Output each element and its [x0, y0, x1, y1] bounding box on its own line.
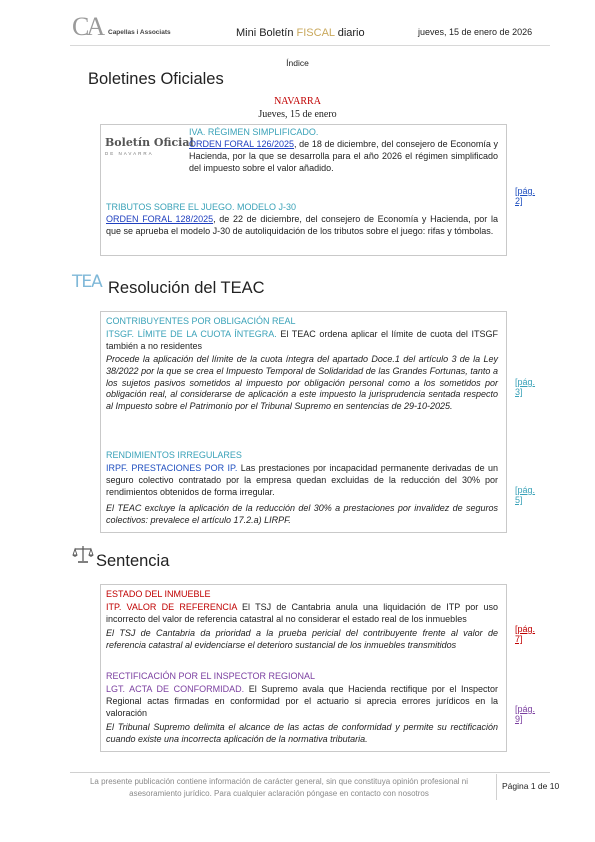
- list-item: ITP. VALOR DE REFERENCIA El TSJ de Cantabria anula una liquidación de ITP por uso incorrecto del valor de referencia catastral al no considerar el estado real de los inmuebles: [106, 602, 498, 624]
- item-summary: El Tribunal Supremo delimita el alcance de las actas de conformidad y permite su rectificación cuando existe una incorrecta aplicación de la normativa tributaria.: [106, 722, 498, 744]
- boletin-oficial-navarra-logo: Boletín Oficial DE NAVARRA: [105, 136, 194, 156]
- item-summary: El TSJ de Cantabria da prioridad a la prueba pericial del contribuyente frente al valor de referencia catastral al evidenciarse el deterioro sustancial de los inmuebles transmitidos: [106, 628, 498, 650]
- item-summary: El TEAC excluye la aplicación de la reducción del 30% a prestaciones por invalidez de seguros colectivos: prevalece el artículo 17.2.a) LIRPF.: [106, 503, 498, 525]
- bulletin-title: Mini Boletín FISCAL diario: [236, 27, 365, 39]
- footer-divider: [496, 774, 497, 800]
- logo-company-name: Capellas i Associats: [108, 29, 171, 36]
- sentencia-box: [100, 584, 536, 752]
- category-label: RENDIMIENTOS IRREGULARES: [106, 450, 242, 460]
- item-summary: Procede la aplicación del límite de la cuota íntegra del apartado Doce.1 del artículo 3 de la Ley 38/2022 por la que se crea el Impuesto Temporal de Solidaridad de las Grandes Fortunas, tanto a los sujetos pasivos sometidos al impuesto por obligación personal como a los sometidos por obligación real, al considerarse de aplicación a este impuesto la jurisprudencia sentada respecto al Impuesto sobre el Patrimonio por el Tribunal Supremo en sentencias de 29-10-2025.: [106, 354, 498, 412]
- category-label: TRIBUTOS SOBRE EL JUEGO. MODELO J-30: [106, 202, 297, 212]
- scales-of-justice-icon: [72, 544, 94, 564]
- teac-box: [100, 311, 536, 533]
- page-link[interactable]: [pág. 7]: [515, 624, 536, 644]
- category-label: IVA. RÉGIMEN SIMPLIFICADO.: [189, 127, 319, 137]
- footer-disclaimer: La presente publicación contiene información de carácter general, sin que constituya opinión profesional ni asesoramiento jurídico. Para cualquier aclaración póngase en contacto con nosotros: [89, 777, 468, 798]
- page-link[interactable]: [pág. 2]: [515, 186, 536, 206]
- section-title-sentencia: Sentencia: [96, 552, 170, 570]
- section-title-teac: Resolución del TEAC: [108, 279, 265, 297]
- company-logo: [72, 14, 182, 42]
- boletines-box: [100, 124, 536, 256]
- category-label: ESTADO DEL INMUEBLE: [106, 589, 211, 599]
- category-label: RECTIFICACIÓN POR EL INSPECTOR REGIONAL: [106, 671, 316, 681]
- list-item: IRPF. PRESTACIONES POR IP. Las prestaciones por incapacidad permanente derivadas de un seguro colectivo contratado por la empresa quedan excluidas de la reducción del 30% por rendimientos obtenidos de forma irregular.: [106, 463, 498, 497]
- teac-logo-icon: TEA: [72, 272, 102, 292]
- page-link[interactable]: [pág. 5]: [515, 485, 536, 505]
- page-link[interactable]: [pág. 9]: [515, 704, 536, 724]
- page-link[interactable]: [pág. 3]: [515, 377, 536, 397]
- orden-foral-128-link[interactable]: ORDEN FORAL 128/2025: [106, 214, 214, 224]
- header-date: jueves, 15 de enero de 2026: [418, 27, 533, 37]
- section-title-boletines: Boletines Oficiales: [88, 70, 224, 88]
- header-divider: [70, 45, 550, 46]
- list-item: ITSGF. LÍMITE DE LA CUOTA ÍNTEGRA. El TEAC ordena aplicar el límite de cuota del ITSGF también a no residentes: [106, 329, 498, 351]
- boletin-date: Jueves, 15 de enero: [258, 109, 337, 120]
- list-item: ORDEN FORAL 128/2025, de 22 de diciembre, del consejero de Economía y Hacienda, por la que se aprueba el modelo J-30 de autoliquidación de los tributos sobre el juego: rifas y tómbolas.: [106, 214, 498, 236]
- category-label: CONTRIBUYENTES POR OBLIGACIÓN REAL: [106, 316, 296, 326]
- orden-foral-126-link[interactable]: ORDEN FORAL 126/2025: [189, 139, 295, 149]
- list-item: ORDEN FORAL 126/2025, de 18 de diciembre, del consejero de Economía y Hacienda, por la que se desarrolla para el año 2026 el régimen simplificado del impuesto sobre el valor añadido.: [189, 139, 498, 173]
- list-item: LGT. ACTA DE CONFORMIDAD. El Supremo avala que Hacienda rectifique por el Inspector Regional actas firmadas en conformidad por el actuario si aprecia errores jurídicos en la valoración: [106, 684, 498, 718]
- page-number: Página 1 de 10: [502, 781, 560, 791]
- region-name: NAVARRA: [274, 96, 321, 107]
- logo-initials: CA: [72, 12, 103, 41]
- index-label: Índice: [286, 58, 309, 68]
